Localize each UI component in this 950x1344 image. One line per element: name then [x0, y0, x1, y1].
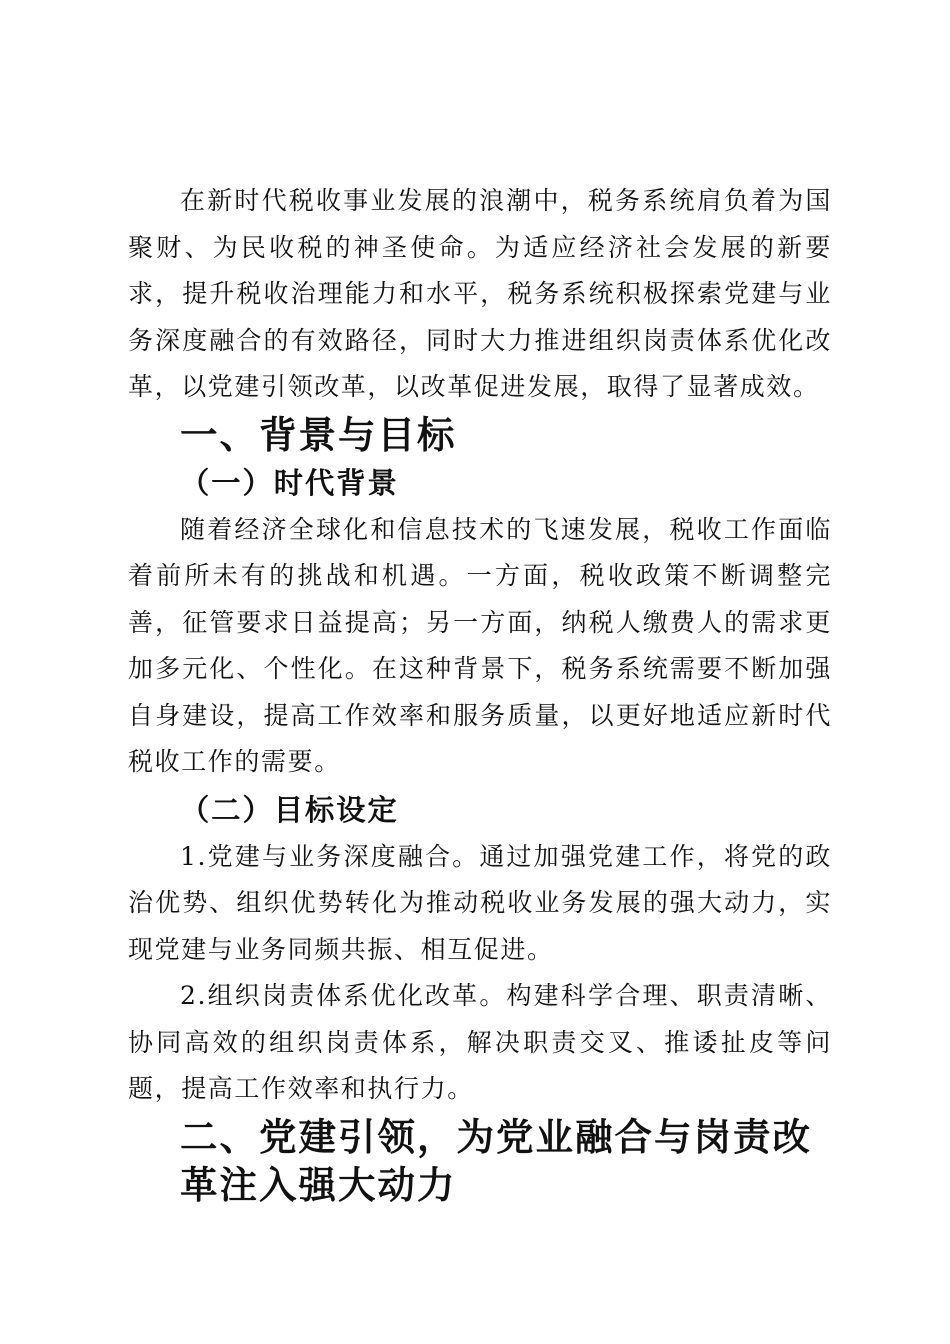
goal-item-2-paragraph: 2.组织岗责体系优化改革。构建科学合理、职责清晰、协同高效的组织岗责体系，解决职责交叉、推诿扯皮等问题，提高工作效率和执行力。 [128, 981, 832, 1103]
document-body [128, 178, 832, 1209]
era-background-paragraph: 随着经济全球化和信息技术的飞速发展，税收工作面临着前所未有的挑战和机遇。一方面，税收政策不断调整完善，征管要求日益提高；另一方面，纳税人缴费人的需求更加多元化、个性化。在这种背景下，税务系统需要不断加强自身建设，提高工作效率和服务质量，以更好地适应新时代税收工作的需要。 [128, 514, 832, 776]
goal-item-1-paragraph: 1.党建与业务深度融合。通过加强党建工作，将党的政治优势、组织优势转化为推动税收业务发展的强大动力，实现党建与业务同频共振、相互促进。 [128, 841, 832, 964]
intro-paragraph: 在新时代税收事业发展的浪潮中，税务系统肩负着为国聚财、为民收税的神圣使命。为适应经济社会发展的新要求，提升税收治理能力和水平，税务系统积极探索党建与业务深度融合的有效路径，同时大力推进组织岗责体系优化改革，以党建引领改革，以改革促进发展，取得了显著成效。 [128, 186, 832, 401]
subsection-heading-goal-setting: （二）目标设定 [180, 792, 399, 827]
subsection-heading-era-background: （一）时代背景 [180, 465, 399, 500]
section-heading-background-goals: 一、背景与目标 [180, 412, 457, 457]
section-heading-party-leadership: 二、党建引领，为党业融合与岗责改革注入强大动力 [180, 1114, 812, 1207]
